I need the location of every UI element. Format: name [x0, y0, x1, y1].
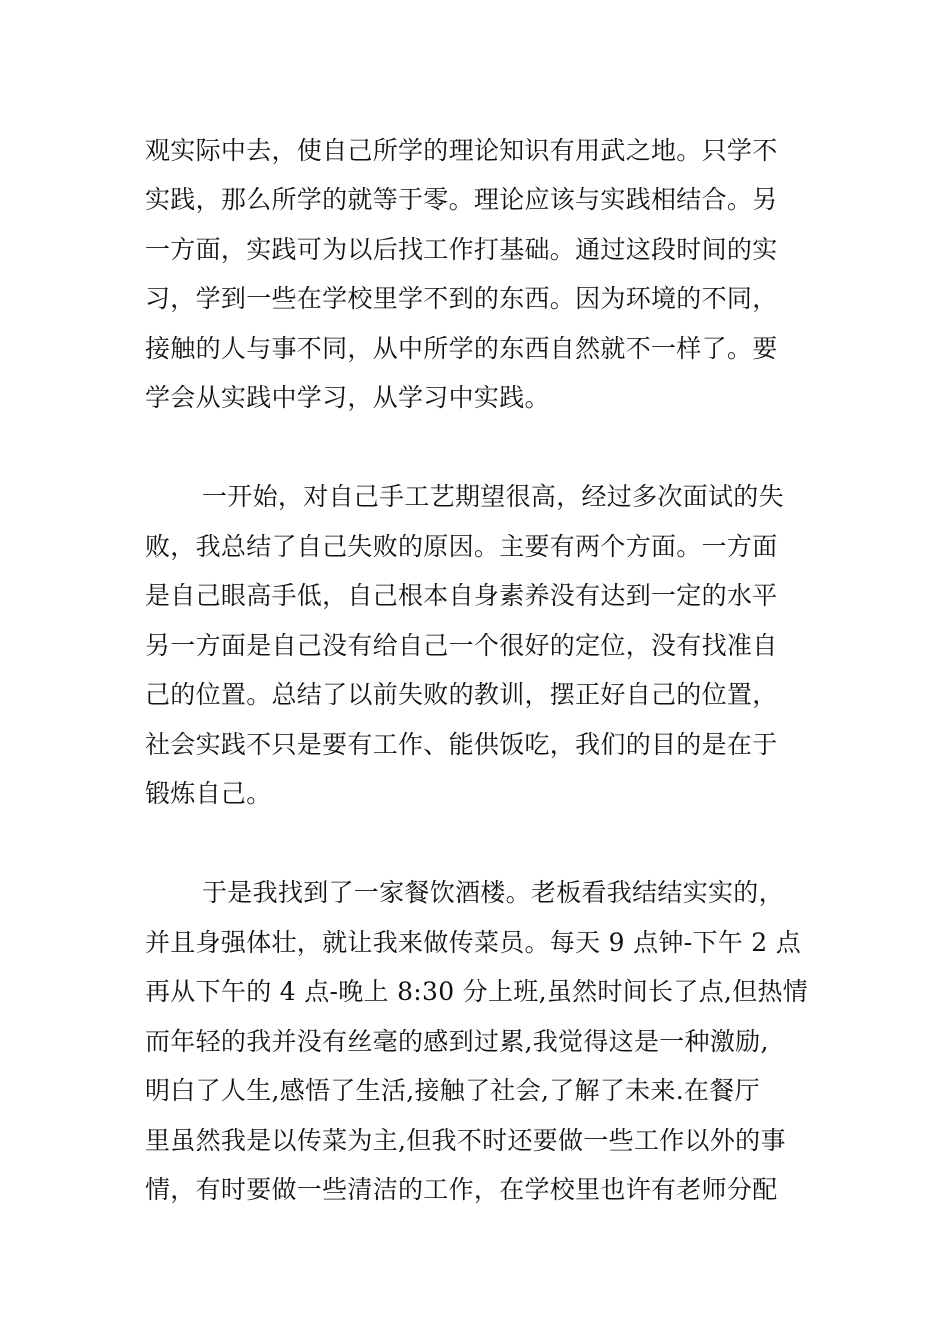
paragraph-2-line-3: 是自己眼高手低，自己根本自身素养没有达到一定的水平 [145, 581, 778, 610]
paragraph-2-line-4: 另一方面是自己没有给自己一个很好的定位，没有找准自 [145, 631, 778, 660]
paragraph-2-line-5: 己的位置。总结了以前失败的教训，摆正好自己的位置， [145, 680, 778, 709]
paragraph-3-line-7: 情，有时要做一些清洁的工作，在学校里也许有老师分配 [145, 1175, 778, 1204]
paragraph-3-line-4: 而年轻的我并没有丝毫的感到过累,我觉得这是一种激励, [145, 1027, 769, 1056]
paragraph-3-line-3: 再从下午的 4 点-晚上 8:30 分上班,虽然时间长了点,但热情 [145, 977, 809, 1006]
paragraph-2-line-6: 社会实践不只是要有工作、能供饭吃，我们的目的是在于 [145, 730, 778, 759]
paragraph-1-line-4: 习，学到一些在学校里学不到的东西。因为环境的不同， [145, 284, 778, 313]
paragraph-1-line-3: 一方面，实践可为以后找工作打基础。通过这段时间的实 [145, 235, 778, 264]
paragraph-3-line-6: 里虽然我是以传菜为主,但我不时还要做一些工作以外的事 [145, 1126, 786, 1155]
paragraph-3-line-2: 并且身强体壮，就让我来做传菜员。每天 9 点钟-下午 2 点 [145, 928, 802, 957]
paragraph-1-line-2: 实践，那么所学的就等于零。理论应该与实践相结合。另 [145, 185, 778, 214]
paragraph-2-line-7: 锻炼自己。 [145, 779, 272, 808]
paragraph-1-line-1: 观实际中去，使自己所学的理论知识有用武之地。只学不 [145, 136, 778, 165]
paragraph-2-line-1: 一开始，对自己手工艺期望很高，经过多次面试的失 [202, 482, 784, 511]
paragraph-1-line-5: 接触的人与事不同，从中所学的东西自然就不一样了。要 [145, 334, 778, 363]
paragraph-2-line-2: 败，我总结了自己失败的原因。主要有两个方面。一方面 [145, 532, 778, 561]
paragraph-3-line-5: 明白了人生,感悟了生活,接触了社会,了解了未来.在餐厅 [145, 1076, 760, 1105]
paragraph-1-line-6: 学会从实践中学习，从学习中实践。 [145, 383, 550, 412]
paragraph-3-line-1: 于是我找到了一家餐饮酒楼。老板看我结结实实的， [202, 878, 784, 907]
